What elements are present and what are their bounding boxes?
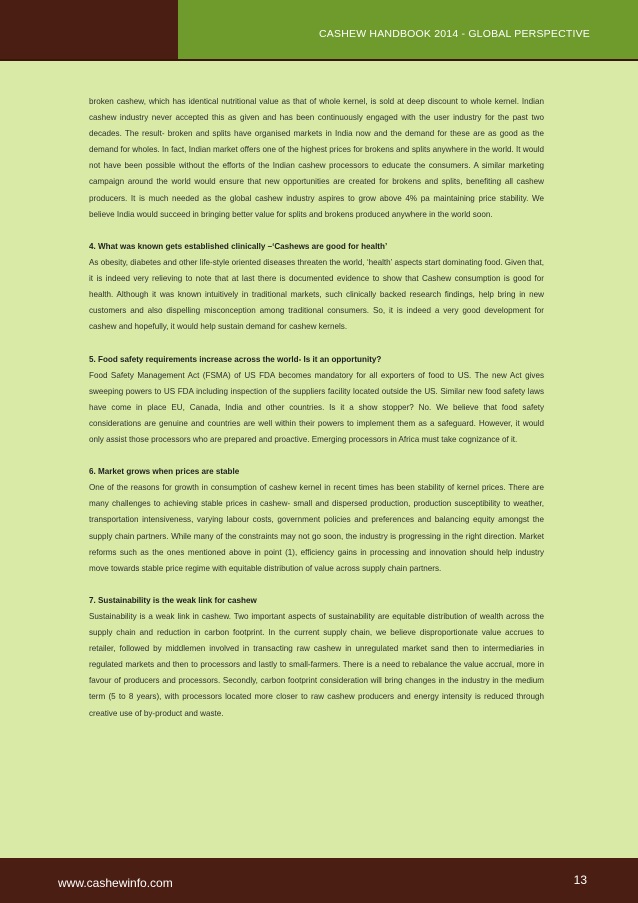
section-6-heading: 6. Market grows when prices are stable (89, 467, 240, 477)
section-4-heading: 4. What was known gets established clinically –‘Cashews are good for health’ (89, 241, 388, 251)
body-text (89, 94, 544, 722)
section-5-heading: 5. Food safety requirements increase across the world- Is it an opportunity? (89, 354, 382, 364)
section-7-heading: 7. Sustainability is the weak link for cashew (89, 595, 257, 605)
section-6-paragraph: One of the reasons for growth in consumption of cashew kernel in recent times has been stability of kernel prices. There are many challenges to achieving stable prices in cashew- small and dispersed production, production susceptibility to weather, transportation intensiveness, varying labour costs, government policies and preferences and balancing equity amongst the supply chain partners. While many of the constraints may not go soon, the industry is progressing in the right direction. Market reforms such as the ones mentioned above in point (1), efficiency gains in processing and innovation should help industry move towards stable price regime with equitable distribution of value across supply chain partners. (89, 483, 544, 573)
intro-paragraph: broken cashew, which has identical nutritional value as that of whole kernel, is sold at deep discount to whole kernel. Indian cashew industry never accepted this as given and has been continuously engaged with the user industry for the past two decades. The result- broken and splits have organised markets in India now and the demand for these are as good as the demand for wholes. In fact, Indian market offers one of the highest prices for brokens and splits anywhere in the world. It would not have been possible without the efforts of the Indian cashew processors to educate the consumers. A similar marketing campaign around the world would ensure that new opportunities are created for brokens and splits, benefiting all cashew producers. It is much needed as the global cashew industry aspires to grow above 4% pa maintaining price stability. We believe India would succeed in bringing better value for splits and brokens produced anywhere in the world soon. (89, 97, 544, 219)
page-footer (0, 858, 638, 903)
running-header-title: CASHEW HANDBOOK 2014 - GLOBAL PERSPECTIVE (319, 28, 590, 40)
header-divider (0, 59, 638, 61)
section-5-paragraph: Food Safety Management Act (FSMA) of US FDA becomes mandatory for all exporters of food to US. The new Act gives sweeping powers to US FDA including inspection of the suppliers facility located outside the US. Similar new food safety laws have come in place EU, Canada, India and other countries. Is it a show stopper? No. We believe that food safety considerations are genuine and countries are well within their powers to implement them as a safeguard. However, it would only assist those processors who are prepared and proactive. Emerging processors in Africa must take cognizance of it. (89, 370, 544, 444)
page-header (0, 0, 638, 59)
page-number: 13 (573, 873, 587, 887)
header-dark-block (0, 0, 178, 59)
section-7-paragraph: Sustainability is a weak link in cashew. Two important aspects of sustainability are equitable distribution of wealth across the supply chain and reduction in carbon footprint. In the current supply chain, we believe disproportionate value accrues to retailer, followed by middlemen involved in transacting raw cashew in unregulated market sand then to intermediaries in regulated markets and then to processors and lastly to small-farmers. There is a need to rebalance the value accrual, more in favour of producers and processors. Secondly, carbon footprint consideration will bring changes in the industry in the medium term (5 to 8 years), with processors located more closer to raw cashew producers and energy intensity is reduced through creative use of by-product and waste. (89, 612, 544, 718)
section-4-paragraph: As obesity, diabetes and other life-style oriented diseases threaten the world, ‘health’ aspects start dominating food. Given that, it is indeed very relieving to note that at last there is documented evidence to show that Cashew consumption is good for health. Although it was known intuitively in traditional markets, such clinically backed research findings, help bring in new customers and also dispelling misconception among traditional consumers. So, it is indeed a very good development for cashew and hopefully, it would help sustain demand for cashew kernels. (89, 257, 544, 332)
footer-website-link[interactable]: www.cashewinfo.com (58, 876, 173, 890)
